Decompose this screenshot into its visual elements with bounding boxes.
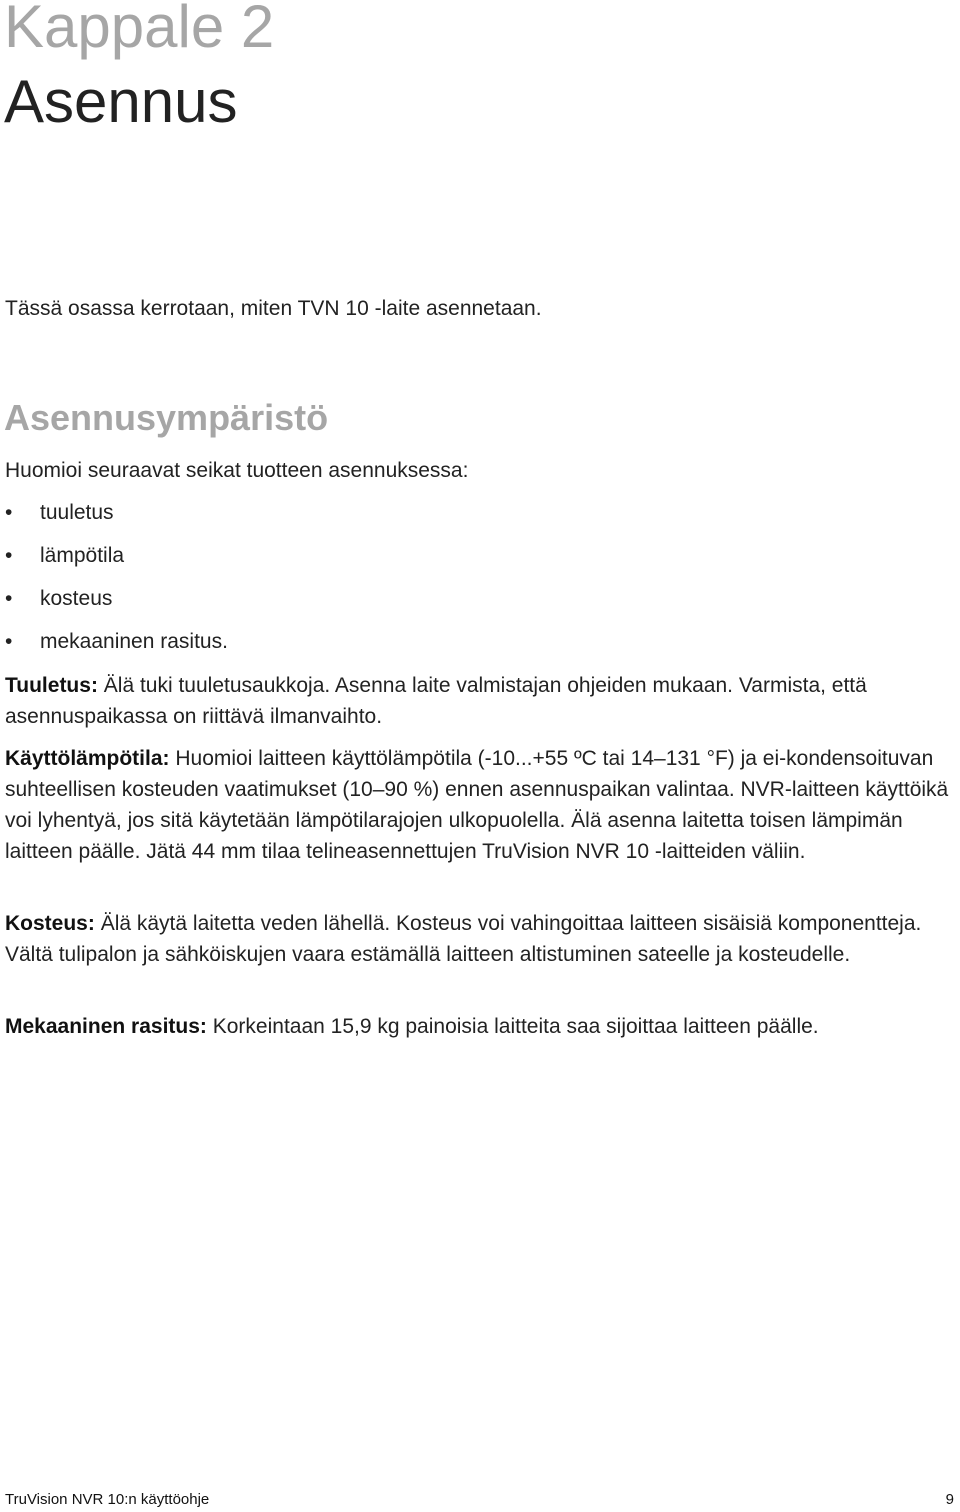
list-item-label: kosteus	[40, 587, 113, 610]
list-item	[5, 498, 228, 541]
paragraph-text: Huomioi laitteen käyttölämpötila (-10...+55 ºC tai 14–131 °F) ja ei-kondensoituvan suhteellisen kosteuden vaatimukset (10–90 %) ennen asennuspaikan valintaa. NVR-laitteen käyttöikä voi lyhentyä, jos sitä käytetään lämpötilarajojen ulkopuolella. Älä asenna laitetta toisen lämpimän laitteen päälle. Jätä 44 mm tilaa telineasennettujen TruVision NVR 10 -laitteiden väliin.	[5, 747, 949, 863]
list-item	[5, 584, 228, 627]
term-label: Tuuletus:	[5, 674, 98, 697]
section-heading: Asennusympäristö	[4, 397, 329, 438]
paragraph-kosteus	[5, 908, 955, 970]
list-item	[5, 541, 228, 584]
footer-page-number: 9	[945, 1491, 954, 1508]
list-item-label: tuuletus	[40, 501, 114, 524]
chapter-title: Asennus	[4, 68, 238, 135]
paragraph-kayttolampotila	[5, 743, 955, 867]
term-label: Kosteus:	[5, 912, 95, 935]
bullet-icon: •	[5, 587, 13, 610]
paragraph-text: Älä tuki tuuletusaukkoja. Asenna laite valmistajan ohjeiden mukaan. Varmista, että asennuspaikassa on riittävä ilmanvaihto.	[5, 674, 867, 728]
chapter-label: Kappale 2	[4, 0, 275, 60]
footer-manual-title: TruVision NVR 10:n käyttöohje	[5, 1491, 210, 1508]
section-lead: Huomioi seuraavat seikat tuotteen asennuksessa:	[5, 459, 469, 482]
bullet-icon: •	[5, 501, 13, 524]
list-item-label: lämpötila	[40, 544, 125, 567]
paragraph-text: Korkeintaan 15,9 kg painoisia laitteita saa sijoittaa laitteen päälle.	[206, 1015, 819, 1038]
paragraph-mekaaninen	[5, 1011, 955, 1042]
bullet-icon: •	[5, 544, 13, 567]
intro-text: Tässä osassa kerrotaan, miten TVN 10 -laite asennetaan.	[5, 297, 542, 320]
list-item-label: mekaaninen rasitus.	[40, 630, 228, 653]
term-label: Käyttölämpötila:	[5, 747, 170, 770]
bullet-list	[5, 498, 228, 670]
paragraph-text: Älä käytä laitetta veden lähellä. Kosteus voi vahingoittaa laitteen sisäisiä komponentteja. Vältä tulipalon ja sähköiskujen vaara estämällä laitteen altistuminen sateelle ja kosteudelle.	[5, 912, 922, 966]
list-item	[5, 627, 228, 670]
term-label: Mekaaninen rasitus:	[5, 1015, 207, 1038]
bullet-icon: •	[5, 630, 13, 653]
paragraph-tuuletus	[5, 670, 955, 732]
